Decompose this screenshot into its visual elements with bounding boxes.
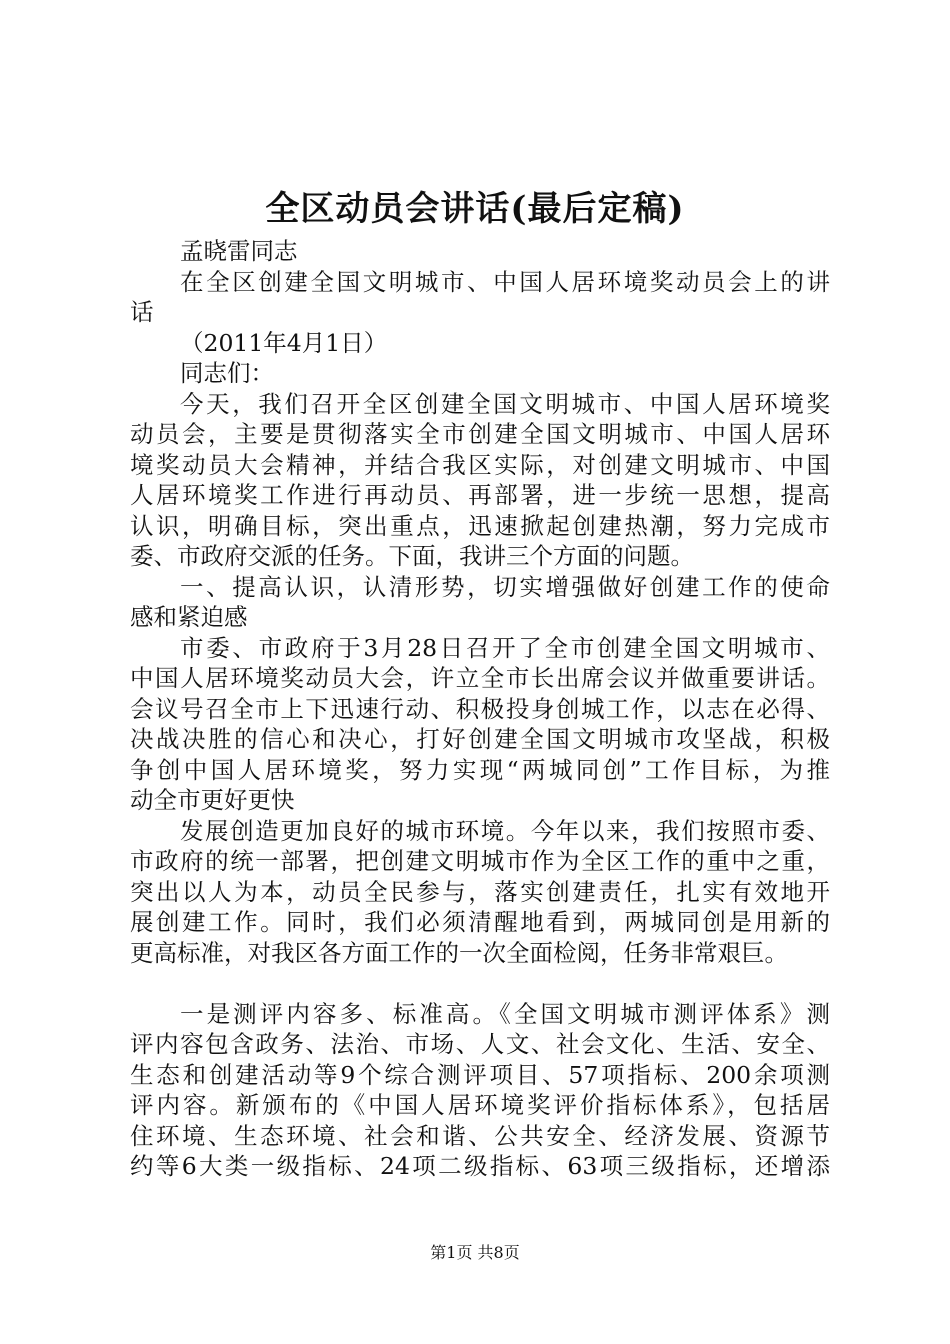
text-line: 争创中国人居环境奖，努力实现“两城同创”工作目标，为推 (130, 755, 830, 784)
document-body (130, 236, 830, 1182)
text-line: 中国人居环境奖动员大会，许立全市长出席会议并做重要讲话。 (130, 664, 830, 692)
text-line: 市政府的统一部署，把创建文明城市作为全区工作的重中之重， (130, 847, 830, 875)
text-line: 更高标准，对我区各方面工作的一次全面检阅，任务非常艰巨。 (130, 938, 788, 967)
text-line: 动员会，主要是贯彻落实全市创建全国文明城市、中国人居环 (130, 420, 830, 448)
document-title: 全区动员会讲话(最后定稿) (265, 189, 685, 229)
text-line: 突出以人为本，动员全民参与，落实创建责任，扎实有效地开 (130, 877, 830, 906)
text-line: （2011年4月1日） (180, 328, 388, 357)
text-line: 今天，我们召开全区创建全国文明城市、中国人居环境奖 (180, 389, 830, 418)
text-line: 评内容包含政务、法治、市场、人文、社会文化、生活、安全、 (130, 1030, 830, 1058)
text-line: 决战决胜的信心和决心，打好创建全国文明城市攻坚战，积极 (130, 725, 830, 753)
text-line: 会议号召全市上下迅速行动、积极投身创城工作，以志在必得、 (130, 694, 830, 723)
text-line: 一、提高认识，认清形势，切实增强做好创建工作的使命 (180, 572, 830, 601)
text-line: 委、市政府交派的任务。下面，我讲三个方面的问题。 (130, 542, 694, 570)
text-line: 生态和创建活动等9个综合测评项目、57项指标、200余项测 (130, 1060, 830, 1089)
text-line: 话 (130, 298, 154, 326)
blank-line (130, 968, 830, 999)
text-line: 住环境、生态环境、社会和谐、公共安全、经济发展、资源节 (130, 1121, 830, 1150)
text-line: 评内容。新颁布的《中国人居环境奖评价指标体系》，包括居 (130, 1091, 830, 1119)
text-line: 展创建工作。同时，我们必须清醒地看到，两城同创是用新的 (130, 908, 830, 936)
text-line: 同志们： (180, 359, 274, 387)
text-line: 孟晓雷同志 (180, 237, 298, 265)
text-line: 人居环境奖工作进行再动员、再部署，进一步统一思想，提高 (130, 481, 830, 509)
text-line: 动全市更好更快 (130, 786, 295, 814)
text-line: 感和紧迫感 (130, 603, 248, 631)
text-line: 境奖动员大会精神，并结合我区实际，对创建文明城市、中国 (130, 450, 830, 479)
text-line: 市委、市政府于3月28日召开了全市创建全国文明城市、 (180, 633, 830, 662)
text-line: 发展创造更加良好的城市环境。今年以来，我们按照市委、 (180, 816, 830, 845)
text-line: 约等6大类一级指标、24项二级指标、63项三级指标，还增添 (130, 1152, 830, 1180)
text-line: 一是测评内容多、标准高。《全国文明城市测评体系》测 (180, 999, 830, 1028)
page-footer: 第1页 共8页 (430, 1243, 520, 1262)
text-line: 认识，明确目标，突出重点，迅速掀起创建热潮，努力完成市 (130, 511, 830, 540)
text-line: 在全区创建全国文明城市、中国人居环境奖动员会上的讲 (180, 267, 830, 296)
